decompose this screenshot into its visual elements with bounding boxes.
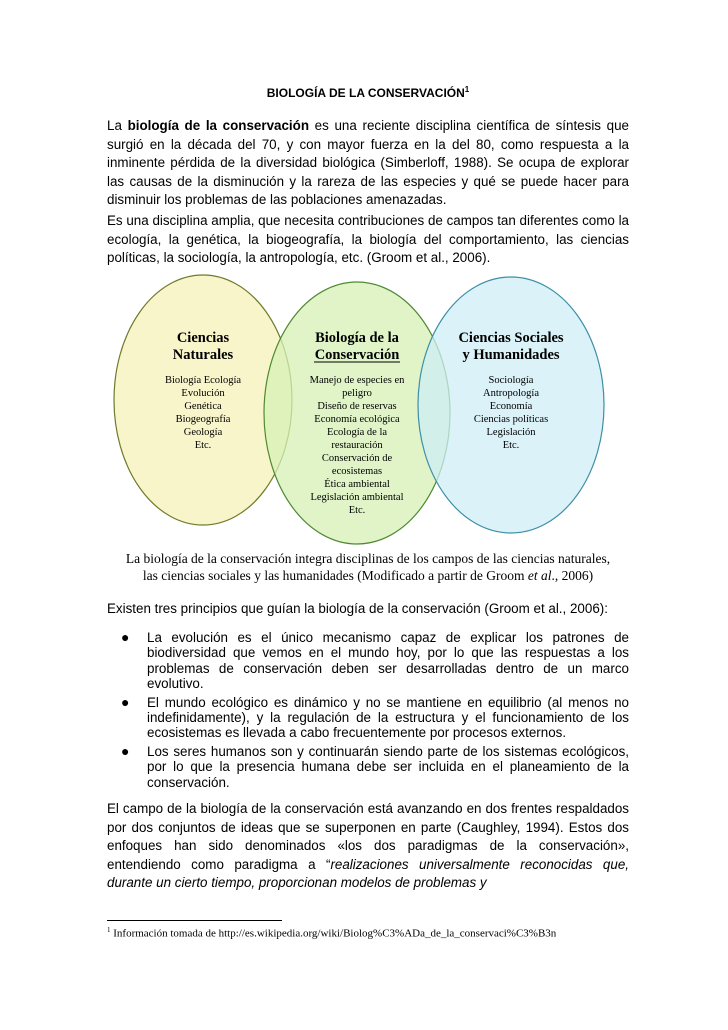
venn-conservation-item: Diseño de reservas (317, 401, 397, 412)
venn-natural-item: Biogeografía (175, 414, 231, 425)
paragraph-scope: Es una disciplina amplia, que necesita contribuciones de campos tan diferentes como la ecología, la genética, la biogeografía, la biología del comportamiento, las ciencias políticas, la sociología, la antropología, etc. (Groom et al., 2006). (107, 213, 629, 265)
venn-social-item: Sociología (488, 375, 534, 386)
paradigms-italic: realizaciones universalmente reconocidas que, durante un cierto tiempo, proporcionan modelos de problemas y (107, 856, 629, 890)
venn-natural-item: Geología (183, 427, 223, 438)
venn-conservation-item: Ecología de la (326, 427, 388, 438)
venn-conservation-item: Legislación ambiental (310, 492, 404, 503)
caption-line1: La biología de la conservación integra disciplinas de los campos de las ciencias naturales, (125, 551, 611, 566)
caption-line2 (107, 567, 629, 584)
venn-natural-item: Genética (184, 401, 222, 412)
venn-natural-item: Evolución (181, 388, 225, 399)
venn-conservation-item: restauración (331, 440, 383, 451)
venn-conservation-heading1: Biología de la (315, 330, 399, 346)
paragraph-intro (107, 117, 629, 210)
venn-conservation-item: Economía ecológica (314, 414, 400, 425)
venn-social-item: Economía (489, 401, 533, 412)
bullet-icon: ● (121, 629, 130, 645)
venn-conservation-item: ecosistemas (331, 466, 383, 477)
title-text: BIOLOGÍA DE LA CONSERVACIÓN (266, 86, 465, 100)
venn-conservation-item: Etc. (348, 505, 366, 516)
venn-conservation-item: Ética ambiental (324, 479, 390, 490)
bullet-icon: ● (121, 742, 130, 759)
footnote-text: Información tomada de http://es.wikipedia.org/wiki/Biolog%C3%ADa_de_la_conservaci%C3%B3n (110, 927, 557, 940)
footnote-separator (107, 920, 282, 921)
venn-social-item: Ciencias políticas (473, 414, 549, 425)
list-item (107, 695, 629, 741)
intro-bold-term: biología de la conservación (127, 118, 310, 133)
venn-conservation-heading2: Conservación (314, 347, 400, 363)
caption-line2-post: ., 2006) (551, 568, 594, 583)
venn-social-heading1: Ciencias Sociales (458, 330, 564, 346)
bullet-icon: ● (121, 693, 130, 710)
title-footnote-mark: 1 (464, 85, 470, 94)
venn-social-item: Antropología (483, 388, 539, 399)
caption-line2-italic: et al (527, 568, 552, 583)
venn-social-heading2: y Humanidades (462, 347, 560, 363)
intro-rest: es una reciente disciplina científica de síntesis que surgió en la década del 70, y con mayor fuerza en la del 80, como respuesta a la inminente pérdida de la diversidad biológica (Simberloff, 1988). Se ocupa de explorar las causas de la disminución y la rareza de las especies y qué se puede hacer para disminuir los problemas de las poblaciones amenazadas. (107, 118, 629, 207)
intro-lead: La (107, 118, 128, 133)
paragraph-principles-intro: Existen tres principios que guían la biología de la conservación (Groom et al., 2006): (107, 601, 608, 616)
footnote (107, 926, 667, 940)
venn-natural-heading2: Naturales (172, 347, 234, 363)
paragraph-paradigms (107, 800, 629, 893)
caption-line2-pre: las ciencias sociales y las humanidades (Modificado a partir de Groom (142, 568, 528, 583)
venn-social-item: Etc. (502, 440, 520, 451)
list-item (107, 630, 629, 692)
venn-diagram (0, 270, 728, 590)
principle-text: La evolución es el único mecanismo capaz de explicar los patrones de biodiversidad que vemos en el mundo hoy, por lo que las respuestas a los problemas de conservación deben ser desarrolladas dentro de un marco evolutivo. (147, 630, 629, 692)
list-item (107, 744, 629, 790)
venn-caption (107, 550, 629, 584)
principles-list (107, 630, 629, 793)
venn-natural-heading1: Ciencias (176, 330, 230, 346)
venn-natural-item: Etc. (194, 440, 212, 451)
venn-conservation-item: peligro (342, 388, 372, 399)
venn-conservation-item: Manejo de especies en (309, 375, 405, 386)
paradigms-text: El campo de la biología de la conservación está avanzando en dos frentes respaldados por dos conjuntos de ideas que se superponen en parte (Caughley, 1994). Estos dos enfoques han sido denominados «los dos paradigmas de la conservación», entendiendo como paradigma a “ (107, 801, 629, 872)
venn-conservation-item: Conservación de (321, 453, 393, 464)
footnote-mark: 1 (107, 926, 111, 934)
principle-text: Los seres humanos son y continuarán siendo parte de los sistemas ecológicos, por lo que la presencia humana debe ser incluida en el planeamiento de la conservación. (147, 743, 629, 790)
venn-natural-item: Biología Ecología (164, 375, 242, 386)
document-title (107, 85, 629, 100)
principle-text: El mundo ecológico es dinámico y no se mantiene en equilibrio (al menos no indefinidamente), y la regulación de la estructura y el funcionamiento de los ecosistemas es llevada a cabo frecuentemente por procesos externos. (147, 694, 629, 741)
venn-social-item: Legislación (486, 427, 536, 438)
